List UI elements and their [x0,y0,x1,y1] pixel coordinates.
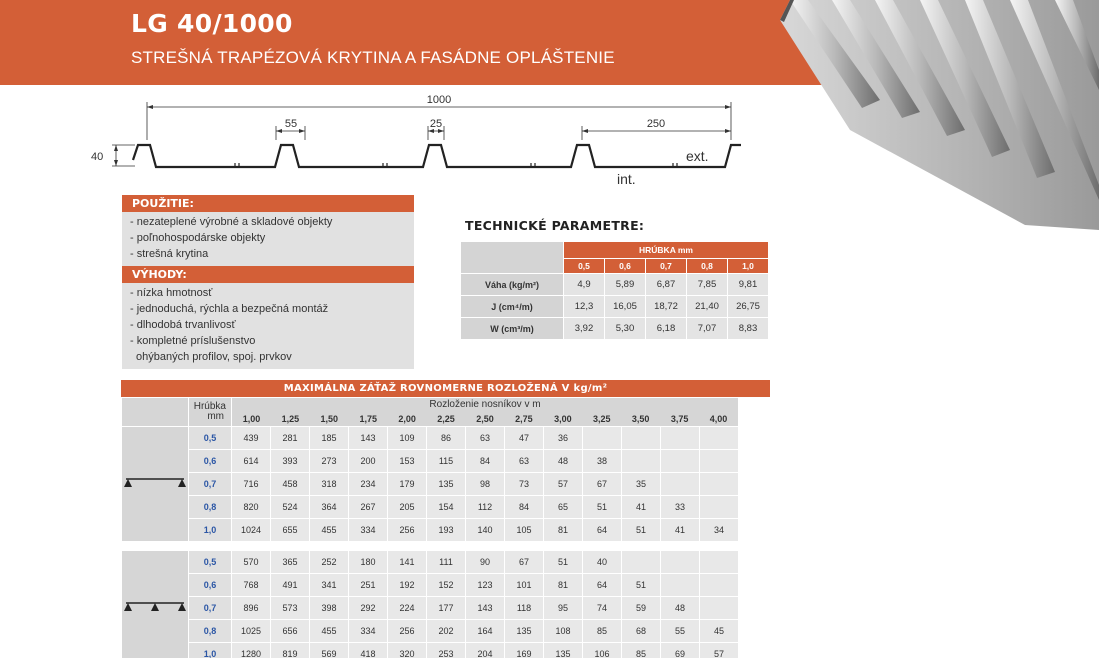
load-cell: 179 [388,473,426,495]
load-row [122,643,738,658]
load-cell: 252 [310,551,348,573]
load-cell: 84 [505,496,543,518]
load-cell: 524 [271,496,309,518]
load-cell: 135 [505,620,543,642]
load-cell: 334 [349,519,387,541]
tech-cell: 8,83 [728,318,768,339]
load-cell: 320 [388,643,426,658]
load-cell: 292 [349,597,387,619]
load-cell: 614 [232,450,270,472]
span-col-label: 4,00 [709,414,728,424]
load-cell: 1024 [232,519,270,541]
span-col-label: 3,25 [592,414,611,424]
load-cell [622,450,660,472]
ext-label: ext. [686,148,709,164]
load-cell: 364 [310,496,348,518]
row-thickness: 0,7 [189,597,231,619]
group-gap-cell [122,542,738,550]
load-cell: 45 [700,620,738,642]
span-label: Rozloženie nosníkov v m [429,399,541,410]
info-box [122,195,414,369]
row-thickness: 1,0 [189,519,231,541]
load-cell [700,473,738,495]
load-cell: 85 [583,620,621,642]
dim-top-label: 55 [284,118,298,130]
load-cell: 169 [505,643,543,658]
load-cell: 141 [388,551,426,573]
load-cell: 36 [544,427,582,449]
load-cell: 63 [466,427,504,449]
load-cell: 106 [583,643,621,658]
load-cell: 55 [661,620,699,642]
row-thickness: 0,8 [189,620,231,642]
two-supports-icon [122,427,188,541]
load-cell: 108 [544,620,582,642]
load-table-title: MAXIMÁLNA ZÁŤAŽ ROVNOMERNE ROZLOŽENÁ V kg/m² [121,380,770,397]
load-cell: 81 [544,519,582,541]
load-cell: 57 [700,643,738,658]
load-cell [622,427,660,449]
load-cell: 1025 [232,620,270,642]
load-cell: 85 [622,643,660,658]
load-cell: 224 [388,597,426,619]
row-thickness: 0,8 [189,496,231,518]
tech-cell: 7,07 [687,318,727,339]
row-thickness: 0,5 [189,427,231,449]
span-col-label: 2,50 [476,414,494,424]
load-cell: 51 [583,496,621,518]
span-col-label: 2,25 [437,414,455,424]
dim-pitch-label: 250 [646,118,666,130]
load-cell: 73 [505,473,543,495]
load-cell [622,551,660,573]
load-cell: 253 [427,643,465,658]
use-heading: POUŽITIE: [122,195,414,212]
load-table [121,397,739,658]
page-title: LG 40/1000 [131,9,293,38]
load-cell [661,551,699,573]
group-gap [122,542,738,550]
load-cell: 267 [349,496,387,518]
load-cell: 193 [427,519,465,541]
load-cell: 418 [349,643,387,658]
load-cell: 90 [466,551,504,573]
load-cell: 656 [271,620,309,642]
load-cell: 491 [271,574,309,596]
tech-cell: 5,89 [605,274,645,295]
tech-row-j [461,296,768,317]
load-cell: 105 [505,519,543,541]
load-cell: 51 [544,551,582,573]
load-cell [700,450,738,472]
advantage-item: - jednoduchá, rýchla a bezpečná montáž [130,303,329,315]
advantage-item: - dlhodobá trvanlivosť [130,319,236,331]
row-thickness: 0,7 [189,473,231,495]
load-cell: 200 [349,450,387,472]
load-cell: 38 [583,450,621,472]
trapezoidal-sheet-image [770,0,1099,230]
span-col-label: 2,75 [515,414,533,424]
tech-cell: 4,9 [564,274,604,295]
load-cell: 180 [349,551,387,573]
load-cell: 256 [388,620,426,642]
tech-params-table [460,241,769,340]
load-cell: 34 [700,519,738,541]
load-cell [700,496,738,518]
load-cell: 202 [427,620,465,642]
load-cell: 74 [583,597,621,619]
load-cell: 365 [271,551,309,573]
load-corner-cell [122,398,188,426]
load-cell: 569 [310,643,348,658]
span-header-cell [232,398,738,426]
load-cell: 101 [505,574,543,596]
advantage-item: ohýbaných profilov, spoj. prvkov [136,351,292,363]
load-cell: 59 [622,597,660,619]
page-subtitle: STREŠNÁ TRAPÉZOVÁ KRYTINA A FASÁDNE OPLÁŠTENIE [131,48,615,67]
load-cell: 768 [232,574,270,596]
load-cell: 135 [544,643,582,658]
load-row [122,427,738,449]
profile-drawing [85,88,765,198]
load-cell: 439 [232,427,270,449]
load-row [122,574,738,596]
load-cell: 164 [466,620,504,642]
load-cell: 65 [544,496,582,518]
span-col-label: 1,75 [359,414,377,424]
load-cell: 41 [661,519,699,541]
load-cell: 455 [310,620,348,642]
tech-corner-cell [461,242,563,273]
tech-row-label: W (cm³/m) [461,318,563,339]
load-cell: 819 [271,643,309,658]
advantages-heading: VÝHODY: [122,266,414,283]
span-col-label: 3,50 [631,414,650,424]
load-cell: 234 [349,473,387,495]
tech-cell: 9,81 [728,274,768,295]
load-cell: 47 [505,427,543,449]
use-list [122,212,414,266]
load-cell [700,597,738,619]
thickness-col: 0,8 [687,259,727,273]
use-item: - nezateplené výrobné a skladové objekty [130,216,333,228]
tech-row-weight [461,274,768,295]
advantage-item: - nízka hmotnosť [130,287,213,299]
load-cell: 41 [622,496,660,518]
row-thickness: 1,0 [189,643,231,658]
load-cell: 143 [466,597,504,619]
load-cell: 81 [544,574,582,596]
load-cell: 334 [349,620,387,642]
load-cell: 153 [388,450,426,472]
load-cell: 51 [622,574,660,596]
dim-height-label: 40 [91,151,104,163]
load-cell: 458 [271,473,309,495]
load-cell: 273 [310,450,348,472]
thickness-col: 0,6 [605,259,645,273]
row-thickness: 0,6 [189,574,231,596]
load-cell: 570 [232,551,270,573]
advantage-item: - kompletné príslušenstvo [130,335,256,347]
mm-label: mm [207,411,224,422]
load-cell: 185 [310,427,348,449]
load-cell: 98 [466,473,504,495]
span-columns [232,414,738,424]
load-cell: 251 [349,574,387,596]
advantages-list [122,283,414,369]
load-cell: 256 [388,519,426,541]
load-cell: 896 [232,597,270,619]
load-row [122,620,738,642]
load-cell [700,551,738,573]
hrubka-label: Hrúbka [193,401,226,412]
thickness-header-cell [189,398,231,426]
load-cell: 33 [661,496,699,518]
load-cell: 95 [544,597,582,619]
span-col-label: 2,00 [398,414,416,424]
tech-cell: 16,05 [605,296,645,317]
load-cell: 67 [505,551,543,573]
load-cell: 64 [583,574,621,596]
dim-mid-label: 25 [429,118,443,130]
load-cell: 140 [466,519,504,541]
dim-width-label: 1000 [426,94,452,106]
load-cell: 112 [466,496,504,518]
tech-cell: 6,18 [646,318,686,339]
load-row [122,496,738,518]
load-row [122,551,738,573]
tech-cell: 3,92 [564,318,604,339]
load-cell: 67 [583,473,621,495]
load-cell: 143 [349,427,387,449]
span-col-label: 1,00 [242,414,261,424]
load-cell: 115 [427,450,465,472]
span-col-label: 3,00 [554,414,572,424]
tech-row-label: J (cm⁴/m) [461,296,563,317]
load-cell: 205 [388,496,426,518]
load-row [122,473,738,495]
tech-params-title: TECHNICKÉ PARAMETRE: [465,218,645,233]
span-col-label: 3,75 [670,414,689,424]
tech-cell: 5,30 [605,318,645,339]
load-cell: 64 [583,519,621,541]
load-cell [700,427,738,449]
tech-cell: 18,72 [646,296,686,317]
load-row [122,450,738,472]
tech-cell: 6,87 [646,274,686,295]
load-cell: 318 [310,473,348,495]
use-item: - poľnohospodárske objekty [130,232,266,244]
row-thickness: 0,5 [189,551,231,573]
load-cell: 118 [505,597,543,619]
load-cell: 716 [232,473,270,495]
load-cell: 820 [232,496,270,518]
tech-cell: 26,75 [728,296,768,317]
load-cell [661,427,699,449]
load-cell: 655 [271,519,309,541]
load-cell: 68 [622,620,660,642]
load-cell: 154 [427,496,465,518]
int-label: int. [617,171,636,187]
thickness-col: 1,0 [728,259,768,273]
load-cell [661,473,699,495]
load-cell: 1280 [232,643,270,658]
load-cell: 109 [388,427,426,449]
load-cell: 455 [310,519,348,541]
load-cell: 393 [271,450,309,472]
load-cell: 204 [466,643,504,658]
tech-cell: 12,3 [564,296,604,317]
load-cell: 84 [466,450,504,472]
tech-cell: 7,85 [687,274,727,295]
load-cell [661,574,699,596]
load-cell [661,450,699,472]
load-cell: 48 [661,597,699,619]
tech-row-w [461,318,768,339]
load-cell: 192 [388,574,426,596]
load-cell: 40 [583,551,621,573]
load-cell: 57 [544,473,582,495]
thickness-header: HRÚBKA mm [564,242,768,258]
tech-row-label: Váha (kg/m²) [461,274,563,295]
load-row [122,597,738,619]
load-header-row [122,398,738,426]
load-cell: 86 [427,427,465,449]
load-row [122,519,738,541]
span-col-label: 1,50 [320,414,339,424]
load-cell: 111 [427,551,465,573]
load-cell: 177 [427,597,465,619]
load-cell: 123 [466,574,504,596]
load-cell: 281 [271,427,309,449]
load-cell: 51 [622,519,660,541]
load-cell: 69 [661,643,699,658]
load-cell: 63 [505,450,543,472]
load-cell: 48 [544,450,582,472]
load-cell: 152 [427,574,465,596]
thickness-col: 0,5 [564,259,604,273]
load-cell: 398 [310,597,348,619]
three-supports-icon [122,551,188,658]
load-cell [700,574,738,596]
load-cell: 135 [427,473,465,495]
span-col-label: 1,25 [281,414,300,424]
load-cell: 35 [622,473,660,495]
load-cell: 341 [310,574,348,596]
use-item: - strešná krytina [130,248,209,260]
thickness-col: 0,7 [646,259,686,273]
tech-cell: 21,40 [687,296,727,317]
load-cell: 573 [271,597,309,619]
row-thickness: 0,6 [189,450,231,472]
load-cell [583,427,621,449]
